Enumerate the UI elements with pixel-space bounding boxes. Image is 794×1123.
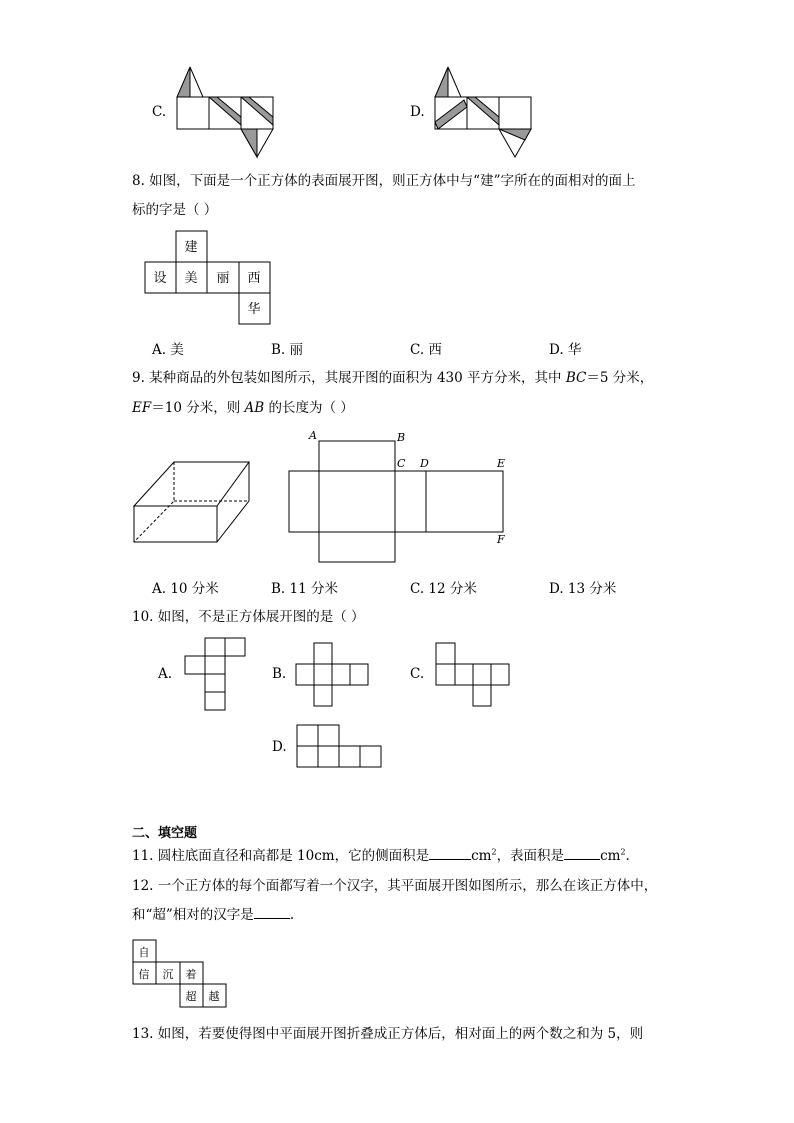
q11-blank-surface-area[interactable] <box>564 847 600 860</box>
q9-stem-line2: EF＝10 分米，则 AB 的长度为（ ） <box>132 400 354 416</box>
q8-option-b[interactable]: B. 丽 <box>271 342 304 358</box>
q10-option-d-label[interactable]: D. <box>272 739 287 755</box>
q11-stem: 11. 圆柱底面直径和高都是 10cm，它的侧面积是 $cm^2$，表面积是 $cm^2$. <box>132 847 630 864</box>
q9-option-c[interactable]: C. 12 分米 <box>410 581 477 597</box>
q13-stem-line1: 13. 如图，若要使得图中平面展开图折叠成正方体后，相对面上的两个数之和为 5，则 <box>132 1026 644 1042</box>
q8-option-c[interactable]: C. 西 <box>410 342 442 358</box>
q12-cell-zhuo: 着 <box>185 968 197 981</box>
q9-stem-line1: 9. 某种商品的外包装如图所示，其展开图的面积为 430 平方分米，其中 BC＝5 分米， <box>132 370 654 386</box>
q8-cell-li: 丽 <box>216 271 230 286</box>
q10-option-b-label[interactable]: B. <box>272 666 287 682</box>
q8-option-d[interactable]: D. 华 <box>549 342 582 358</box>
q8-stem-line2: 标的字是（ ） <box>132 202 218 218</box>
q11-blank-lateral-area[interactable] <box>429 847 471 860</box>
q12-cell-xin: 信 <box>138 968 150 981</box>
q9-net-figure <box>285 428 515 568</box>
q10-option-a-label[interactable]: A. <box>158 666 173 682</box>
q10-option-d-figure <box>293 722 388 772</box>
q8-cell-xi: 西 <box>247 271 261 286</box>
q8-cell-jian: 建 <box>184 240 198 255</box>
q8-cube-net <box>144 230 276 328</box>
q8-stem-line1: 8. 如图，下面是一个正方体的表面展开图，则正方体中与“建”字所在的面相对的面上 <box>132 173 636 189</box>
q12-stem-line1: 12. 一个正方体的每个面都写着一个汉字，其平面展开图如图所示，那么在该正方体中， <box>132 878 658 894</box>
q9-label-f: F <box>497 533 505 546</box>
q12-cell-chen: 沉 <box>162 968 174 981</box>
q10-stem: 10. 如图，不是正方体展开图的是（ ） <box>132 609 365 625</box>
q9-label-b: B <box>397 431 406 444</box>
q10-option-c-figure <box>432 640 512 710</box>
q12-cell-yue: 越 <box>208 990 220 1003</box>
q12-cell-chao: 超 <box>185 990 197 1003</box>
q10-option-a-figure <box>180 635 250 715</box>
q7-option-c-label[interactable]: C. <box>152 104 167 120</box>
q7-option-d-label[interactable]: D. <box>410 104 425 120</box>
q10-option-c-label[interactable]: C. <box>410 666 425 682</box>
q8-option-a[interactable]: A. 美 <box>152 342 184 358</box>
q7-option-c-figure <box>170 62 280 162</box>
q9-option-a[interactable]: A. 10 分米 <box>152 581 219 597</box>
q9-label-c: C <box>397 457 406 470</box>
q12-blank-answer[interactable] <box>254 906 290 919</box>
q12-cell-zi: 自 <box>138 946 150 959</box>
q9-box-figure <box>130 458 255 548</box>
q8-cell-she: 设 <box>153 271 167 286</box>
q9-option-b[interactable]: B. 11 分米 <box>271 581 338 597</box>
q9-label-a: A <box>309 429 317 442</box>
q12-cube-net <box>131 937 229 1012</box>
q8-cell-mei: 美 <box>184 271 198 286</box>
q9-option-d[interactable]: D. 13 分米 <box>549 581 617 597</box>
q8-cell-hua: 华 <box>247 302 261 317</box>
q10-option-b-figure <box>293 640 373 710</box>
q9-label-d: D <box>420 457 429 470</box>
q9-label-e: E <box>497 457 506 470</box>
q7-option-d-figure <box>428 62 538 162</box>
section-title-fill-in: 二、填空题 <box>132 826 198 841</box>
q12-stem-line2: 和“超”相对的汉字是 . <box>132 907 295 923</box>
